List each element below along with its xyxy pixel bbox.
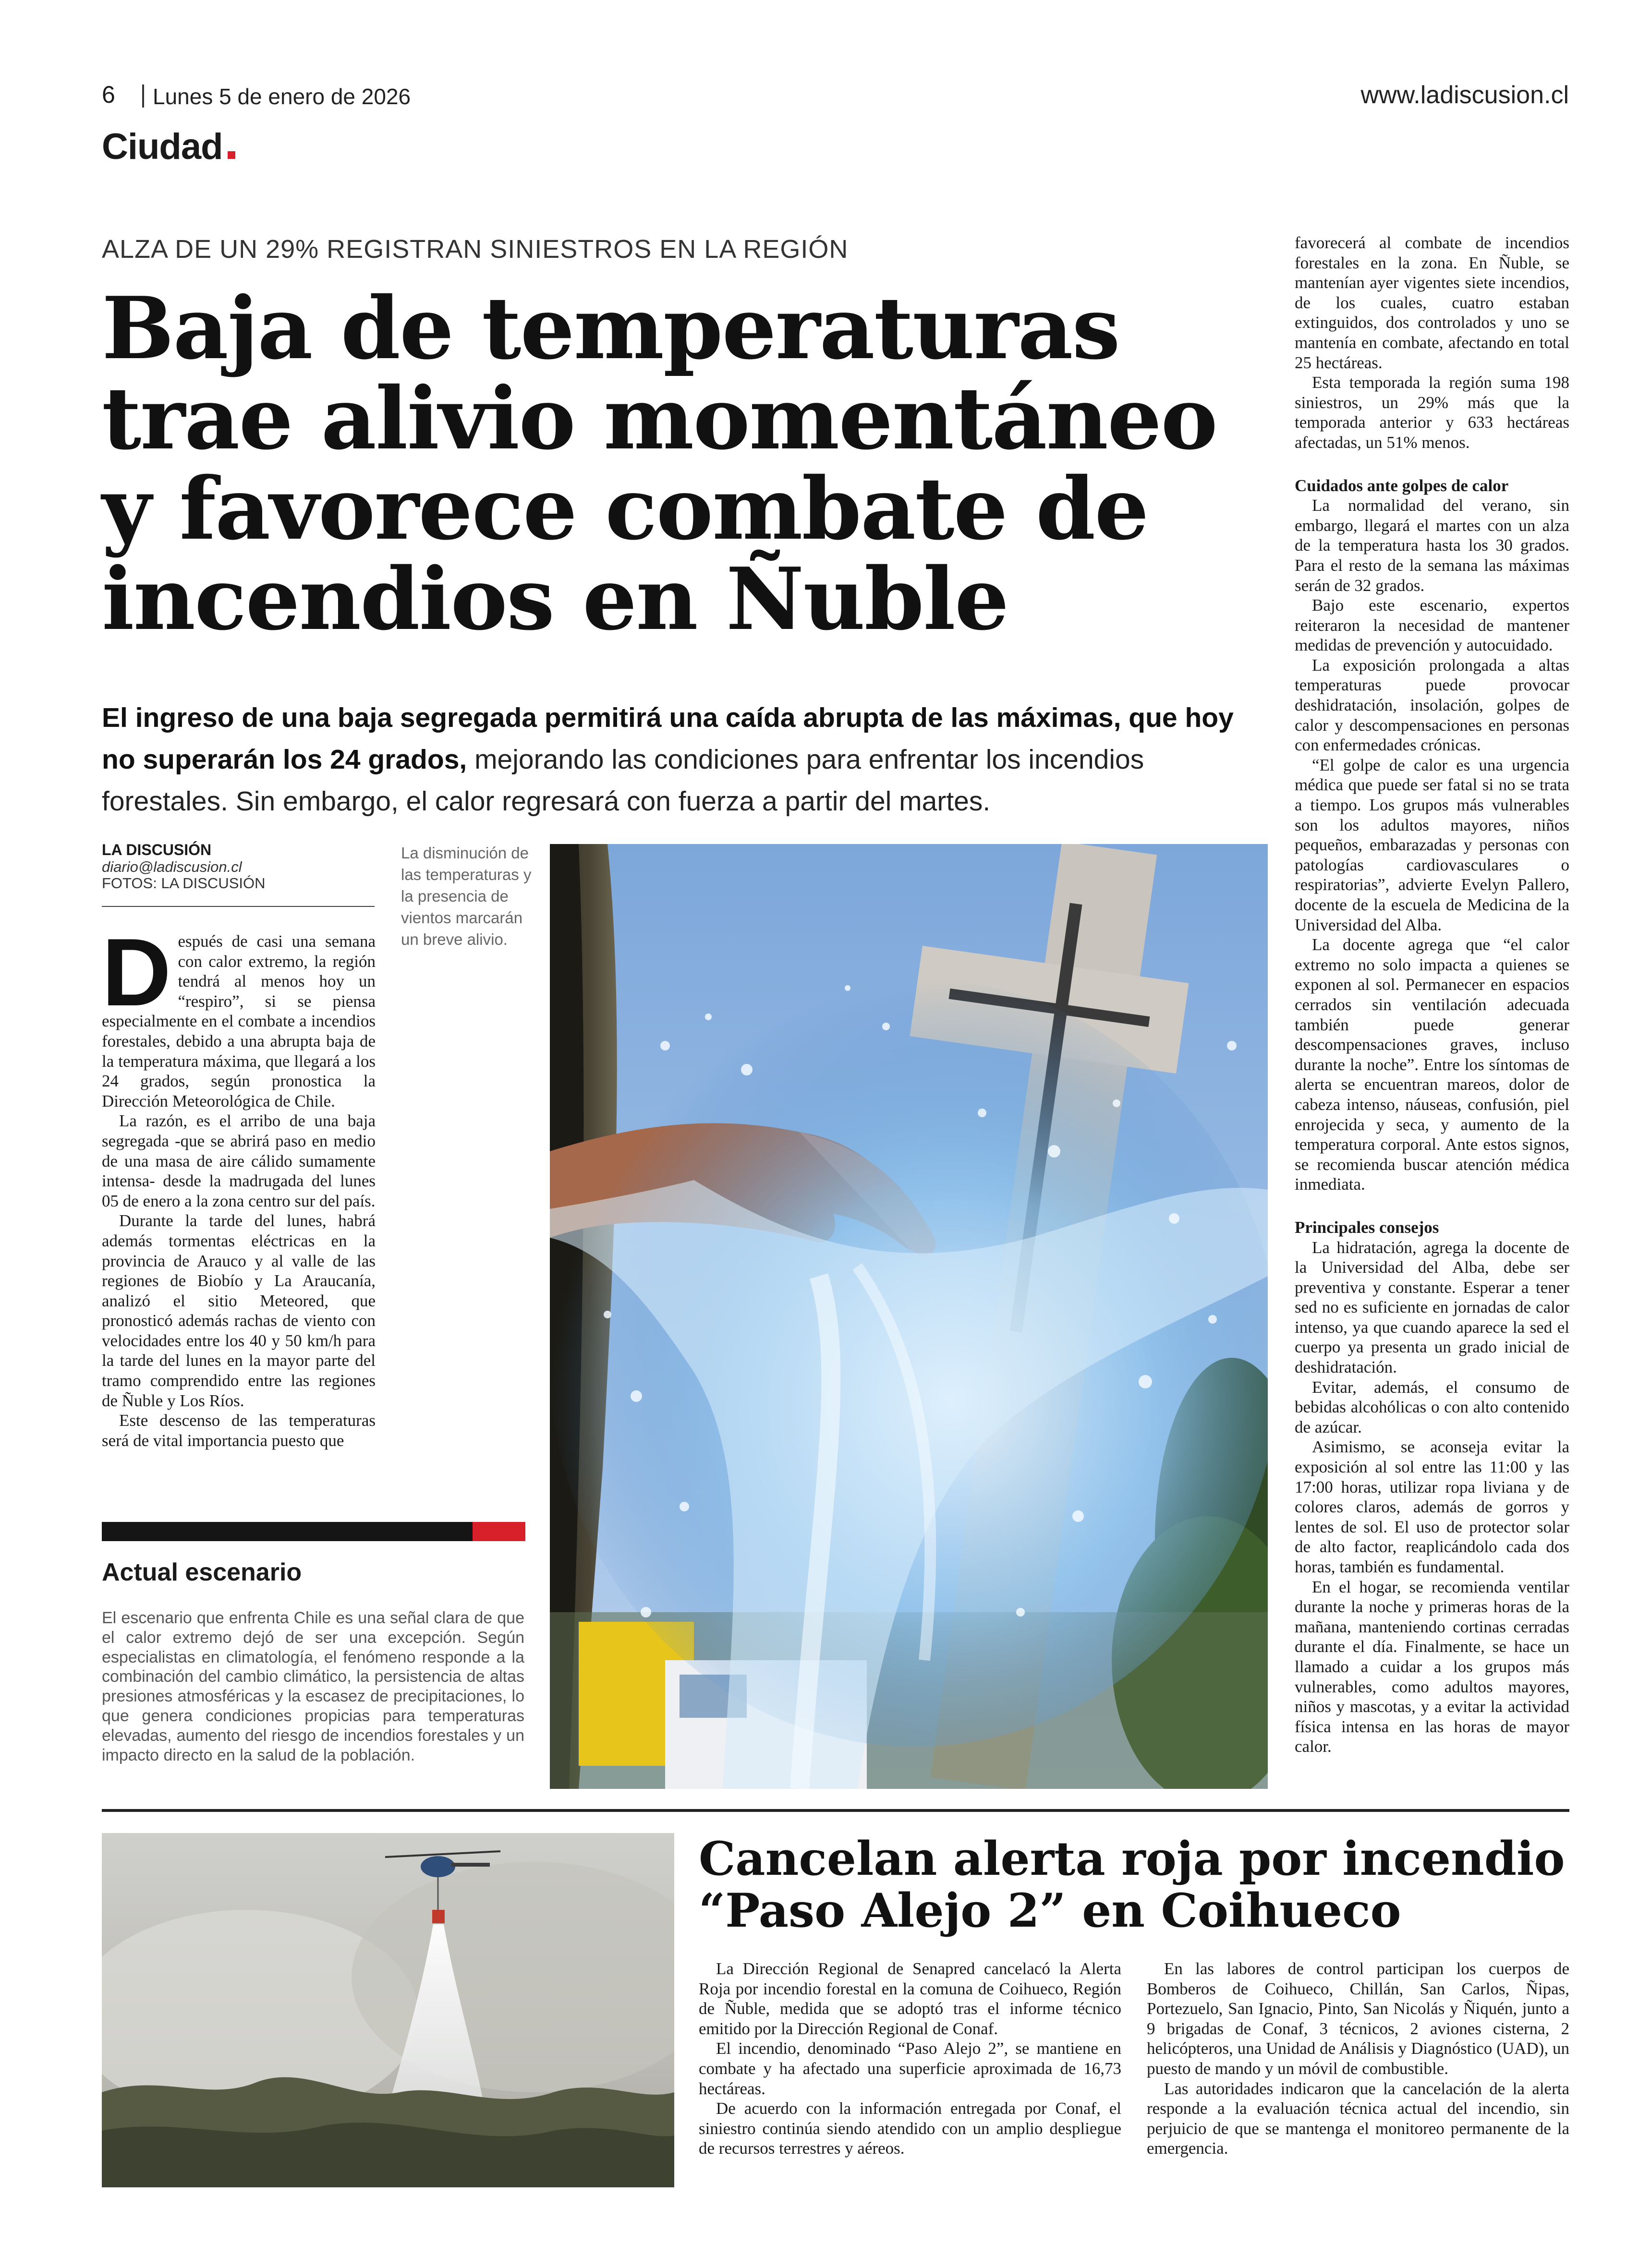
body-paragraph-3: Durante la tarde del lunes, habrá además tormentas eléctricas en la provincia de Arauco y al valle de las regiones de Biobío y La Araucanía, analizó el sitio Meteored, que pronosticó además rachas de viento con velocidades entre los 40 y 50 km/h para la tarde del lunes en la mayor parte del tramo comprendido entre las regiones de Ñuble y Los Ríos. <box>102 1211 376 1410</box>
body-paragraph-4: Este descenso de las temperaturas será de vital importancia puesto que <box>102 1411 376 1450</box>
deck-regular: mejorando las condiciones para enfrentar los incendios forestales. Sin embargo, el calor regresará con fuerza a partir del martes. <box>102 744 1144 817</box>
secondary-column-2 <box>1147 1959 1569 2159</box>
article-deck <box>102 697 1264 822</box>
website-link[interactable]: www.ladiscusion.cl <box>1360 81 1569 109</box>
deck-bold: El ingreso de una baja segregada permitirá una caída abrupta de las máximas, que hoy no superarán los 24 grados, <box>102 702 1234 775</box>
right-paragraph-2: Esta temporada la región suma 198 siniestros, un 29% más que la temporada anterior y 633 hectáreas afectadas, un 51% menos. <box>1295 373 1569 452</box>
article-kicker: ALZA DE UN 29% REGISTRAN SINIESTROS EN LA REGIÓN <box>102 235 849 264</box>
water-splash-cross-photo <box>550 844 1268 1789</box>
body-column-right <box>1295 233 1569 1757</box>
secondary-paragraph-1: La Dirección Regional de Senapred cancelacó la Alerta Roja por incendio forestal en la comuna de Coihueco, Región de Ñuble, medida que se adoptó tras el informe técnico emitido por la Dirección Regional de Conaf. <box>699 1959 1121 2038</box>
subhead-heat-care: Cuidados ante golpes de calor <box>1295 476 1509 495</box>
secondary-paragraph-2: El incendio, denominado “Paso Alejo 2”, se mantiene en combate y ha afectado una superficie aproximada de 16,73 hectáreas. <box>699 2039 1121 2098</box>
right-paragraph-11: En el hogar, se recomienda ventilar durante la noche y primeras horas de la mañana, manteniendo cortinas cerradas durante el día. Finalmente, se hace un llamado a cuidar a los grupos más vulnerables, como adultos mayores, niños y mascotas, y a evitar la actividad física intensa en las horas de mayor calor. <box>1295 1577 1569 1756</box>
drop-cap: D <box>102 919 171 1026</box>
right-paragraph-5: La exposición prolongada a altas temperaturas puede provocar deshidratación, insolación, golpes de calor y descompensaciones en personas con enfermedades crónicas. <box>1295 655 1569 755</box>
right-paragraph-6: “El golpe de calor es una urgencia médica que puede ser fatal si no se trata a tiempo. Los grupos más vulnerables son los adultos mayores, niños pequeños, embarazadas y personas con patologías cardiovasculares o respiratorias”, advierte Evelyn Pallero, docente de la escuela de Medicina de la Universidad del Alba. <box>1295 755 1569 934</box>
header-divider <box>142 84 144 108</box>
body-column-left <box>102 919 376 1450</box>
section-separator <box>102 1809 1569 1812</box>
section-label <box>102 126 235 168</box>
right-paragraph-8: La hidratación, agrega la docente de la Universidad del Alba, debe ser preventiva y constante. Esperar a tener sed no es suficiente en jornadas de calor intenso, ya que cuando aparece la sed el cuerpo ya presenta un grado inicial de deshidratación. <box>1295 1238 1569 1377</box>
right-paragraph-4: Bajo este escenario, expertos reiteraron la necesidad de mantener medidas de prevención y autocuidado. <box>1295 596 1569 655</box>
issue-date: Lunes 5 de enero de 2026 <box>153 84 411 109</box>
right-paragraph-1: favorecerá al combate de incendios forestales en la zona. En Ñuble, se mantenían ayer vigentes siete incendios, de los cuales, cuatro estaban extinguidos, dos controlados y uno se mantenía en combate, afectando en total 25 hectáreas. <box>1295 233 1569 372</box>
subhead-main-tips: Principales consejos <box>1295 1218 1439 1237</box>
box-rule-black <box>102 1522 473 1541</box>
section-name: Ciudad <box>102 126 223 167</box>
right-paragraph-7: La docente agrega que “el calor extremo no solo impacta a quienes se exponen al sol. Permanecer en espacios cerrados sin ventilación adecuada también puede generar descompensaciones graves, incluso durante la noche”. Entre los síntomas de alerta se encuentran mareos, dolor de cabeza intenso, náuseas, confusión, piel enrojecida y seca, y aumento de la temperatura corporal. Ante estos signos, se recomienda buscar atención médica inmediata. <box>1295 935 1569 1194</box>
box-text: El escenario que enfrenta Chile es una señal clara de que el calor extremo dejó de ser una excepción. Según especialistas en climatología, el fenómeno responde a la combinación del cambio climático, la persistencia de altas presiones atmosféricas y la escasez de precipitaciones, lo que genera condiciones propicias para temperaturas elevadas, aumento del riesgo de incendios forestales y un impacto directo en la salud de la población. <box>102 1609 524 1764</box>
main-photo <box>550 844 1268 1789</box>
right-paragraph-10: Asimismo, se aconseja evitar la exposición al sol entre las 11:00 y las 17:00 horas, utilizar ropa liviana y de colores claros, además de gorros y lentes de sol. El uso de protector solar de alto factor, reaplicándolo cada dos horas, también es fundamental. <box>1295 1437 1569 1576</box>
byline-email[interactable]: diario@ladiscusion.cl <box>102 858 242 875</box>
secondary-column-1 <box>699 1959 1121 2159</box>
secondary-paragraph-4: En las labores de control participan los cuerpos de Bomberos de Coihueco, Chillán, San Carlos, Ñipas, Portezuelo, San Ignacio, Pinto, San Nicolás y Ñiquén, junto a 9 brigadas de Conaf, 3 técnicos, 2 aviones cisterna, 2 helicópteros, una Unidad de Análisis y Diagnóstico (UAD), un puesto de mando y un móvil de combustible. <box>1147 1959 1569 2078</box>
helicopter-photo <box>102 1833 674 2187</box>
body-p1-text: espués de casi una semana con calor extremo, la región tendrá al menos hoy un “respiro”, si se piensa especialmente en el combate a incendios forestales, debido a una abrupta baja de la temperatura máxima, que llegará a los 24 grados, según pronostica la Dirección Meteorológica de Chile. <box>102 932 376 1110</box>
section-dot-icon <box>228 151 235 159</box>
secondary-headline: Cancelan alerta roja por incendio “Paso Alejo 2” en Coihueco <box>699 1832 1565 1938</box>
byline-photos: FOTOS: LA DISCUSIÓN <box>102 875 266 892</box>
body-paragraph-1 <box>102 919 376 1111</box>
box-rule-red <box>473 1522 525 1541</box>
helicopter-water-drop-photo <box>102 1833 674 2187</box>
box-title: Actual escenario <box>102 1558 302 1586</box>
secondary-paragraph-3: De acuerdo con la información entregada por Conaf, el siniestro continúa siendo atendido con un amplio despliegue de recursos terrestres y aéreos. <box>699 2099 1121 2158</box>
photo-caption: La disminución de las temperaturas y la presencia de vientos marcarán un breve alivio. <box>401 844 532 948</box>
secondary-paragraph-5: Las autoridades indicaron que la cancelación de la alerta responde a la evaluación técnica actual del incendio, sin perjuicio de que se mantenga el monitoreo permanente de la emergencia. <box>1147 2079 1569 2158</box>
body-paragraph-2: La razón, es el arribo de una baja segregada -que se abrirá paso en medio de una masa de aire cálido sumamente intensa- desde la madrugada del lunes 05 de enero a la zona centro sur del país. <box>102 1111 376 1210</box>
right-paragraph-3: La normalidad del verano, sin embargo, llegará el martes con un alza de la temperatura hasta los 30 grados. Para el resto de la semana las máximas serán de 32 grados. <box>1295 496 1569 595</box>
page-number: 6 <box>102 81 115 108</box>
right-paragraph-9: Evitar, además, el consumo de bebidas alcohólicas o con alto contenido de azúcar. <box>1295 1377 1569 1436</box>
byline-rule <box>102 906 375 907</box>
byline-name: LA DISCUSIÓN <box>102 841 212 858</box>
article-headline: Baja de temperaturas trae alivio momentáneo y favorece combate de incendios en Ñuble <box>102 278 1217 649</box>
